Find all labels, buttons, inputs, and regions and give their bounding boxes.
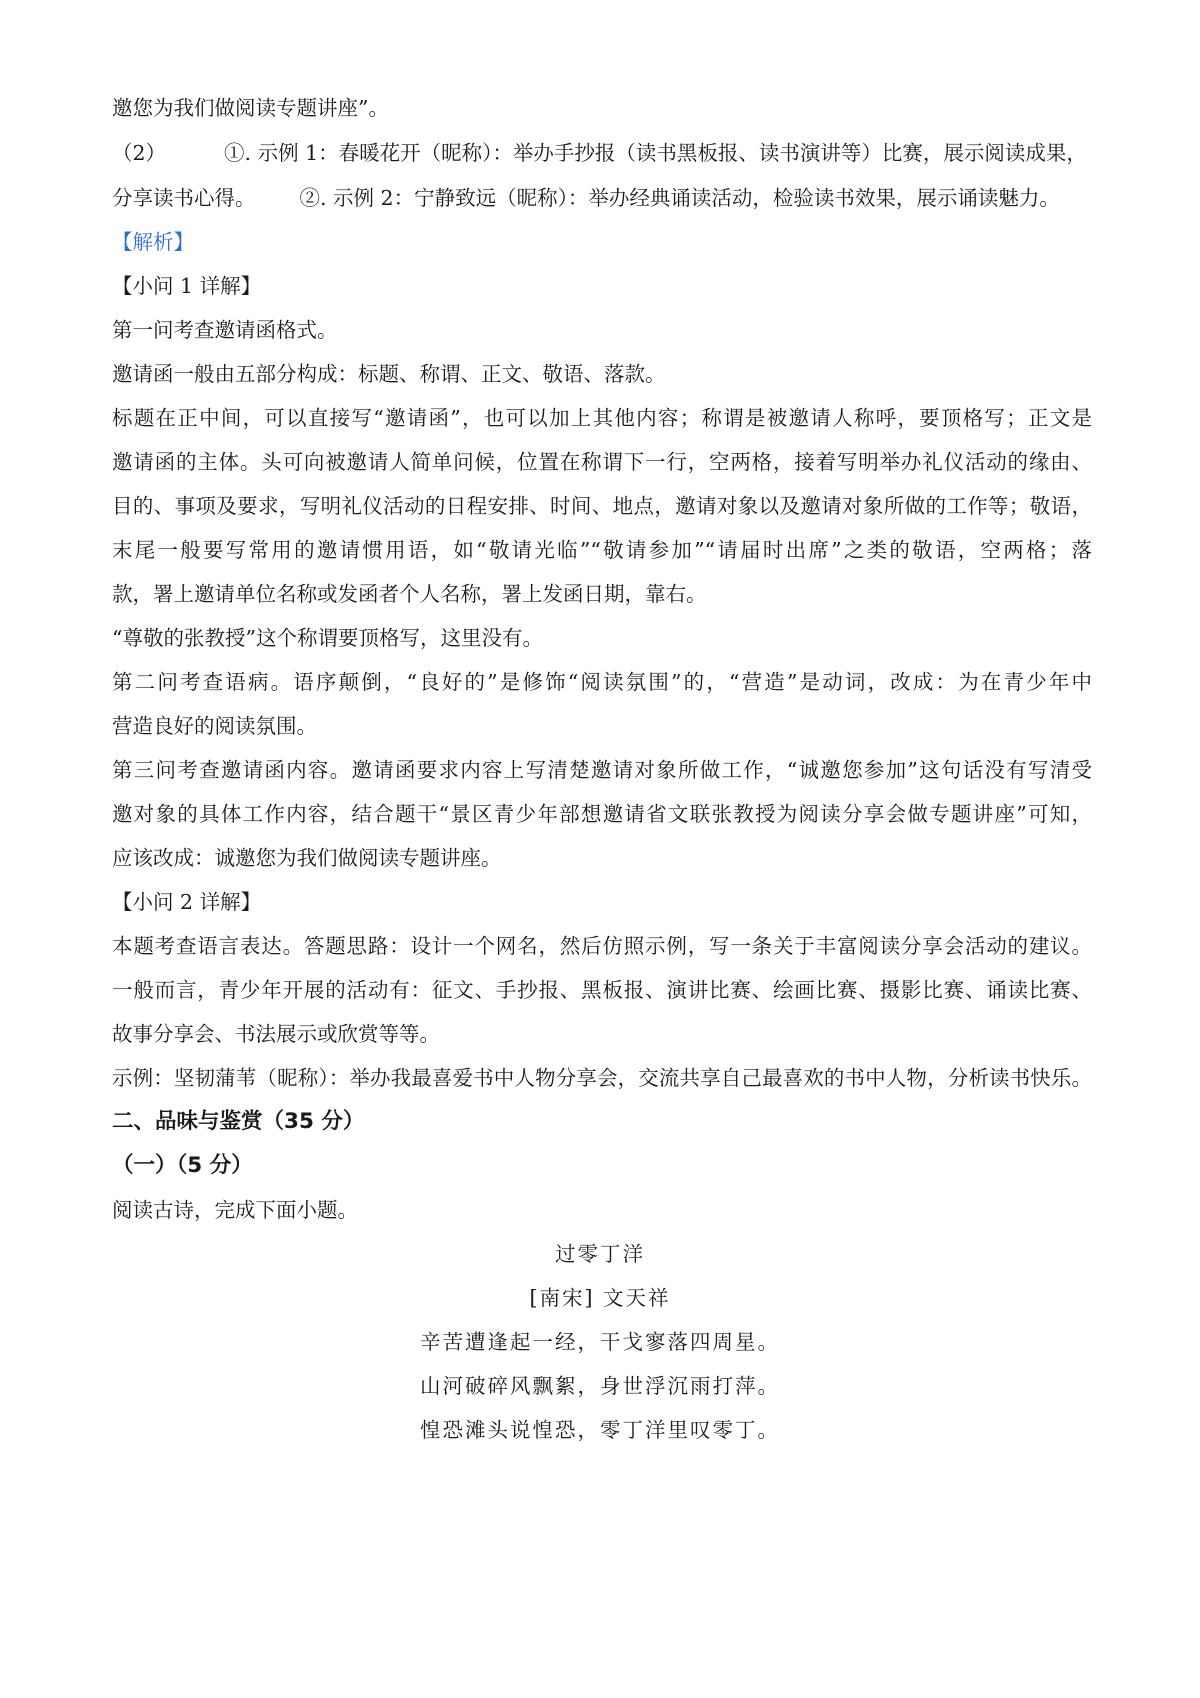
- paragraph-line: 款，署上邀请单位名称或发函者个人名称，署上发函日期，靠右。: [112, 582, 707, 606]
- answer-line: 邀您为我们做阅读专题讲座”。: [112, 96, 389, 120]
- paragraph-line: 邀对象的具体工作内容，结合题干“景区青少年部想邀请省文联张教授为阅读分享会做专题讲座”可知，: [112, 802, 1092, 826]
- example-2-text: ②. 示例 2：宁静致远（昵称）：举办经典诵读活动，检验读书效果，展示诵读魅力。: [299, 186, 1060, 210]
- poem-line: 辛苦遭逢起一经，干戈寥落四周星。: [420, 1330, 780, 1354]
- paragraph-line: 标题在正中间，可以直接写“邀请函”，也可以加上其他内容；称谓是被邀请人称呼，要顶格写；正文是: [112, 406, 1092, 430]
- paragraph-line: 末尾一般要写常用的邀请惯用语，如“敬请光临”“敬请参加”“请届时出席”之类的敬语，空两格；落: [112, 538, 1092, 562]
- example-1-continued: 分享读书心得。: [112, 186, 256, 210]
- answer-2-line-1: [112, 140, 1087, 166]
- poem-line: 惶恐滩头说惶恐，零丁洋里叹零丁。: [420, 1418, 780, 1442]
- paragraph-line: 邀请函的主体。头可向被邀请人简单问候，位置在称谓下一行，空两格，接着写明举办礼仪活动的缘由、: [112, 450, 1092, 474]
- example-1-text: ①. 示例 1：春暖花开（昵称）：举办手抄报（读书黑板报、读书演讲等）比赛，展示阅读成果，: [224, 141, 1087, 165]
- paragraph-line: 第二问考查语病。语序颠倒，“良好的”是修饰“阅读氛围”的，“营造”是动词，改成：为在青少年中: [112, 670, 1092, 694]
- paragraph: 邀请函一般由五部分构成：标题、称谓、正文、敬语、落款。: [112, 362, 666, 386]
- paragraph-line: 目的、事项及要求，写明礼仪活动的日程安排、时间、地点，邀请对象以及邀请对象所做的工作等；敬语，: [112, 494, 1092, 518]
- paragraph-line: 应该改成：诚邀您为我们做阅读专题讲座。: [112, 846, 502, 870]
- poem-line: 山河破碎风飘絮，身世浮沉雨打萍。: [420, 1374, 780, 1398]
- section-heading: 二、品味与鉴赏（35 分）: [112, 1109, 365, 1134]
- analysis-label: 【解析】: [112, 230, 194, 254]
- question-1-header: 【小问 1 详解】: [112, 274, 262, 298]
- paragraph-line: 一般而言，青少年开展的活动有：征文、手抄报、黑板报、演讲比赛、绘画比赛、摄影比赛、诵读比赛、: [112, 978, 1092, 1002]
- paragraph: “尊敬的张教授”这个称谓要顶格写，这里没有。: [112, 626, 543, 650]
- poem-author: [南宋] 文天祥: [529, 1286, 671, 1310]
- subsection-heading: （一）（5 分）: [112, 1153, 253, 1178]
- item-number: （2）: [112, 141, 167, 165]
- instruction-text: 阅读古诗，完成下面小题。: [112, 1198, 358, 1222]
- paragraph: 示例：坚韧蒲苇（昵称）：举办我最喜爱书中人物分享会，交流共享自己最喜欢的书中人物，分析读书快乐。: [112, 1066, 1092, 1090]
- paragraph-line: 第三问考查邀请函内容。邀请函要求内容上写清楚邀请对象所做工作，“诚邀您参加”这句话没有写清受: [112, 758, 1092, 782]
- question-2-header: 【小问 2 详解】: [112, 890, 262, 914]
- answer-2-line-2: [112, 185, 1060, 211]
- poem-title: 过零丁洋: [555, 1242, 645, 1266]
- paragraph-line: 营造良好的阅读氛围。: [112, 714, 317, 738]
- paragraph: 本题考查语言表达。答题思路：设计一个网名，然后仿照示例，写一条关于丰富阅读分享会活动的建议。: [112, 934, 1092, 958]
- paragraph: 第一问考查邀请函格式。: [112, 318, 338, 342]
- paragraph-line: 故事分享会、书法展示或欣赏等等。: [112, 1022, 440, 1046]
